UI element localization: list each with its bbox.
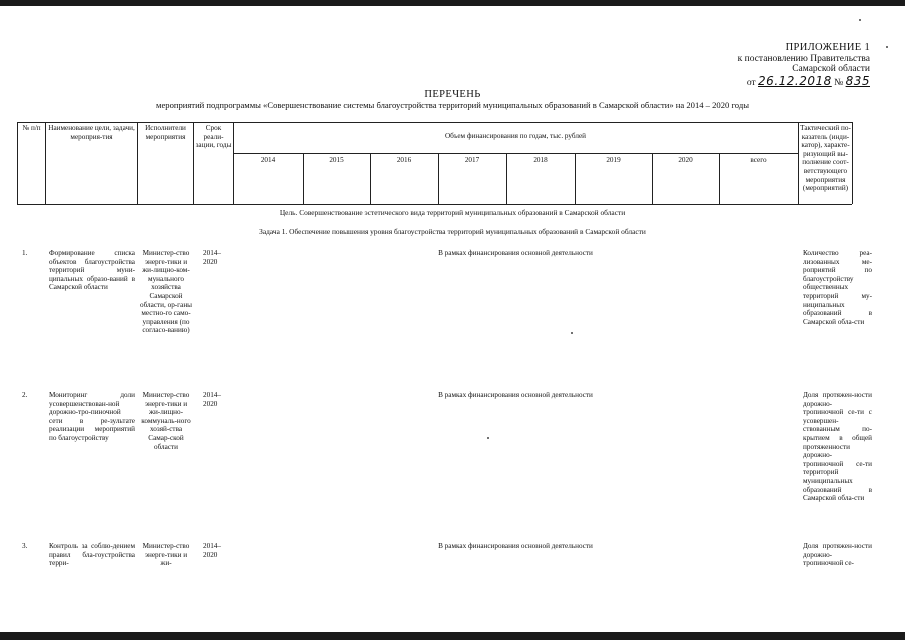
year-2016-header: 2016 [396, 156, 412, 164]
row-2-number: 2. [22, 391, 28, 399]
row-1-funding: В рамках финансирования основной деятельности [438, 249, 593, 257]
document-title: ПЕРЕЧЕНЬ [424, 89, 481, 100]
header-term: Срок реали-зации, годы [195, 124, 232, 150]
row-1-executors: Министер-ство энерге-тики и жи-лищно-ком-мунального хозяйства Самарской области, ор-ганы местно-го само-управления (по согласо-ванию) [139, 249, 192, 335]
scan-edge-top [0, 0, 905, 6]
row-3-indicator: Доля протяжен-ности дорожно-тропиночной се- [803, 542, 872, 568]
row-1-term: 2014– 2020 [203, 249, 221, 266]
header-number: № п/п [22, 124, 41, 132]
task-line: Задача 1. Обеспечение повышения уровня благоустройства территорий муниципальных образований в Самарской области [259, 227, 646, 236]
table-border-bottom [17, 204, 852, 205]
row-2-funding: В рамках финансирования основной деятельности [438, 391, 593, 399]
col-divider [193, 122, 194, 204]
col-divider [137, 122, 138, 204]
row-1-indicator: Количество реа-лизованных ме-роприятий по благоустройству общественных территорий му-ниципальных образований в Самарской обла-сти [803, 249, 872, 326]
appendix-title: ПРИЛОЖЕНИЕ 1 [785, 42, 870, 53]
row-3-funding: В рамках финансирования основной деятельности [438, 542, 593, 550]
table-border-top [17, 122, 852, 123]
handwritten-number: 835 [845, 73, 870, 88]
row-2-indicator: Доля протяжен-ности дорожно-тропиночной се-ти с усовершен-ствованным по-крытием в общей протяженности дорожно-тропиночной се-ти территорий муниципальных образований в Самарской обла-сти [803, 391, 872, 503]
year-2014-header: 2014 [260, 156, 276, 164]
funding-header-divider [233, 153, 798, 154]
number-prefix: № [834, 77, 844, 88]
year-2020-header: 2020 [678, 156, 693, 164]
header-name: Наименование цели, задачи, мероприя-тия [48, 124, 135, 141]
row-2-executors: Министер-ство энерге-тики и жи-лищно-коммуналь-ного хозяй-ства Самар-ской области [141, 391, 191, 451]
row-3-name: Контроль за соблю-дением правил бла-гоустройства терри- [49, 542, 135, 568]
scan-speck [487, 437, 489, 439]
row-1-number: 1. [22, 249, 28, 257]
table-border-right [852, 122, 853, 204]
header-executors: Исполнители мероприятия [145, 124, 186, 141]
row-3-number: 3. [22, 542, 28, 550]
col-divider [45, 122, 46, 204]
document-subtitle: мероприятий подпрограммы «Совершенствование системы благоустройства территорий муниципальных образований в Самарской области» на 2014 – 2020 годы [156, 100, 749, 110]
row-3-executors: Министер-ство энерге-тики и жи- [142, 542, 190, 568]
header-funding: Объем финансирования по годам, тыс. рублей [444, 132, 587, 140]
date-prefix: от [746, 77, 756, 88]
row-1-name: Формирование списка объектов благоустройства территорий муни-ципальных образо-ваний в Самарской области [49, 249, 135, 292]
total-header: всего [750, 156, 767, 164]
handwritten-date: 26.12.2018 [758, 73, 832, 88]
scan-speck [859, 19, 861, 21]
table-border-left [17, 122, 18, 204]
row-2-term: 2014– 2020 [203, 391, 221, 408]
year-2015-header: 2015 [329, 156, 344, 164]
year-2018-header: 2018 [533, 156, 548, 164]
year-2017-header: 2017 [464, 156, 480, 164]
appendix-block [690, 43, 870, 88]
goal-line: Цель. Совершенствование эстетического вида территорий муниципальных образований в Самарской области [279, 208, 626, 217]
year-2019-header: 2019 [606, 156, 621, 164]
header-indicator: Тактический по-казатель (инди-катор), характе-ризующий вы-полнение соот-ветствующего мероприятия (мероприятий) [800, 124, 851, 193]
scan-speck [886, 46, 888, 48]
appendix-line-1: к постановлению Правительства [737, 53, 870, 64]
appendix-line-2: Самарской области [792, 64, 870, 74]
row-3-term: 2014– 2020 [203, 542, 221, 559]
appendix-date-number [690, 73, 870, 89]
row-2-name: Мониторинг доли усовершенствован-ной дорожно-тро-пиночной сети в ре-зультате реализации мероприятий по благоустройству [49, 391, 135, 442]
scan-edge-bottom [0, 632, 905, 640]
scan-speck [571, 332, 573, 334]
